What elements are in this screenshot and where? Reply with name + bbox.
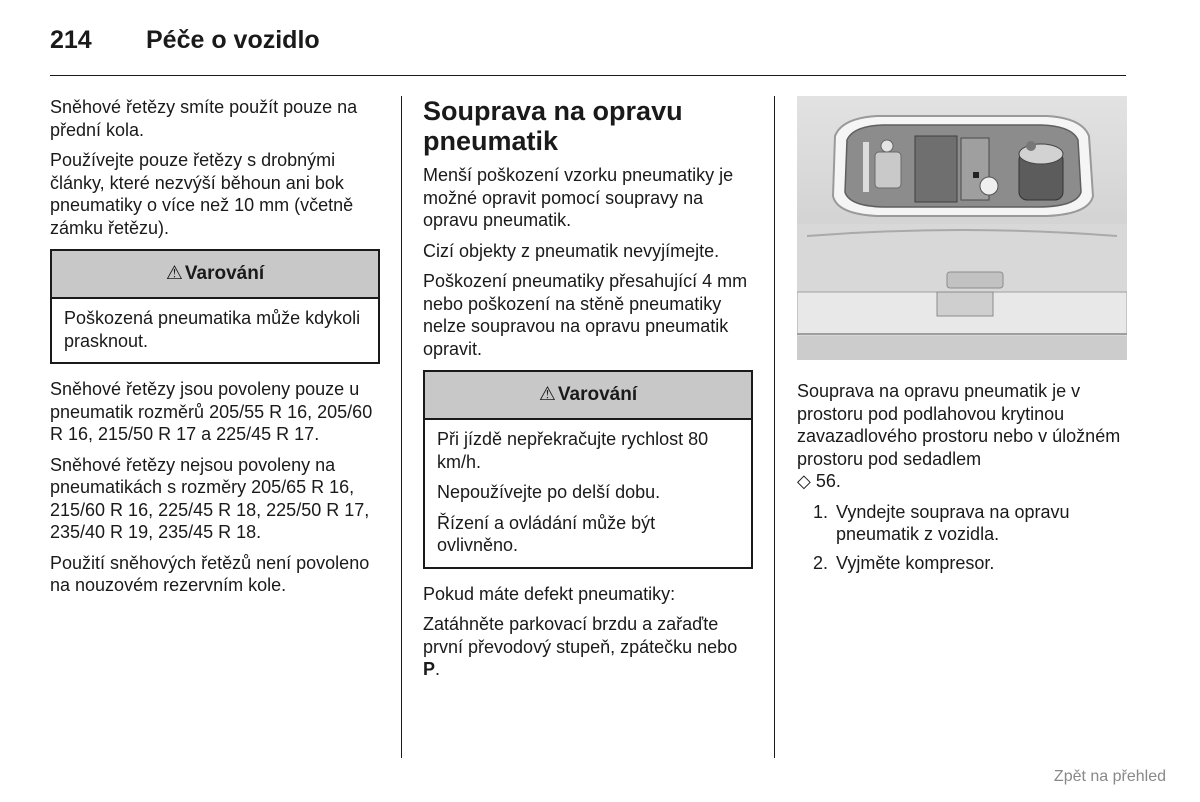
warning-header <box>425 372 751 420</box>
list-item <box>797 552 1127 575</box>
column-2 <box>423 96 753 689</box>
page-reference-link[interactable]: 56. <box>815 471 841 491</box>
caption-text: Souprava na opravu pneumatik je v prostoru pod podlahovou krytinou zavazadlového prostoru nebo v úložném prostoru pod sedadlem <box>797 381 1121 469</box>
step-list <box>797 501 1127 575</box>
trunk-repair-kit-illustration <box>797 96 1127 360</box>
paragraph: Pokud máte defekt pneumatiky: <box>423 583 676 604</box>
paragraph <box>423 613 753 681</box>
back-to-overview-link[interactable]: Zpět na přehled <box>1053 768 1166 785</box>
warning-text: Při jízdě nepřekračujte rychlost 80 km/h. <box>437 429 709 472</box>
warning-box <box>50 249 380 364</box>
list-item <box>797 501 1127 546</box>
warning-title: Varování <box>184 262 265 284</box>
column-divider <box>774 96 775 758</box>
warning-triangle-icon: ⚠ <box>165 262 183 284</box>
warning-box <box>423 370 753 569</box>
step-text: Vyndejte souprava na opravu pneumatik z vozidla. <box>836 501 1070 544</box>
page-header <box>50 24 1126 58</box>
step-number: 1. <box>812 501 828 522</box>
column-divider <box>401 96 402 758</box>
figure-caption <box>797 380 1127 493</box>
paragraph: Poškození pneumatiky přesahující 4 mm nebo poškození na stěně pneumatiky nelze soupravou na opravu pneumatik opravit. <box>423 271 748 359</box>
paragraph: Menší poškození vzorku pneumatiky je možné opravit pomocí soupravy na opravu pneumatik. <box>423 165 734 230</box>
warning-title: Varování <box>557 383 638 405</box>
paragraph: Používejte pouze řetězy s drobnými články, které nezvýší běhoun ani bok pneumatiky o více než 10 mm (včetně zámku řetězu). <box>50 150 354 238</box>
page-number: 214 <box>50 26 92 54</box>
warning-body <box>425 420 751 567</box>
section-heading: Souprava na opravu pneumatik <box>423 96 683 156</box>
column-3 <box>797 96 1127 580</box>
warning-header <box>52 251 378 299</box>
step-text: Vyjměte kompresor. <box>836 552 995 573</box>
paragraph: Sněhové řetězy jsou povoleny pouze u pneumatik rozměrů 205/55 R 16, 205/60 R 16, 215/50 R 17 a 225/45 R 17. <box>50 379 373 444</box>
paragraph: Cizí objekty z pneumatik nevyjímejte. <box>423 240 720 261</box>
page-reference-icon: ◇ <box>797 471 811 491</box>
paragraph: Sněhové řetězy smíte použít pouze na přední kola. <box>50 97 358 140</box>
chapter-title: Péče o vozidlo <box>146 26 320 54</box>
warning-triangle-icon: ⚠ <box>538 383 556 405</box>
column-1 <box>50 96 380 605</box>
warning-text: Nepoužívejte po delší dobu. <box>437 482 661 502</box>
paragraph-text: . <box>435 659 441 679</box>
warning-text: Řízení a ovládání může být ovlivněno. <box>437 512 656 555</box>
gear-letter: P <box>423 659 436 679</box>
paragraph-text: Zatáhněte parkovací brzdu a zařaďte první převodový stupeň, zpátečku nebo <box>423 614 738 657</box>
paragraph: Použití sněhových řetězů není povoleno na nouzovém rezervním kole. <box>50 552 370 595</box>
header-divider <box>50 75 1126 76</box>
step-number: 2. <box>812 552 828 573</box>
warning-body <box>52 299 378 362</box>
paragraph: Sněhové řetězy nejsou povoleny na pneumatikách s rozměry 205/65 R 16, 215/60 R 16, 225/45 R 18, 225/50 R 17, 235/40 R 19, 235/45 R 18. <box>50 454 370 542</box>
warning-text: Poškozená pneumatika může kdykoli prasknout. <box>64 308 361 351</box>
